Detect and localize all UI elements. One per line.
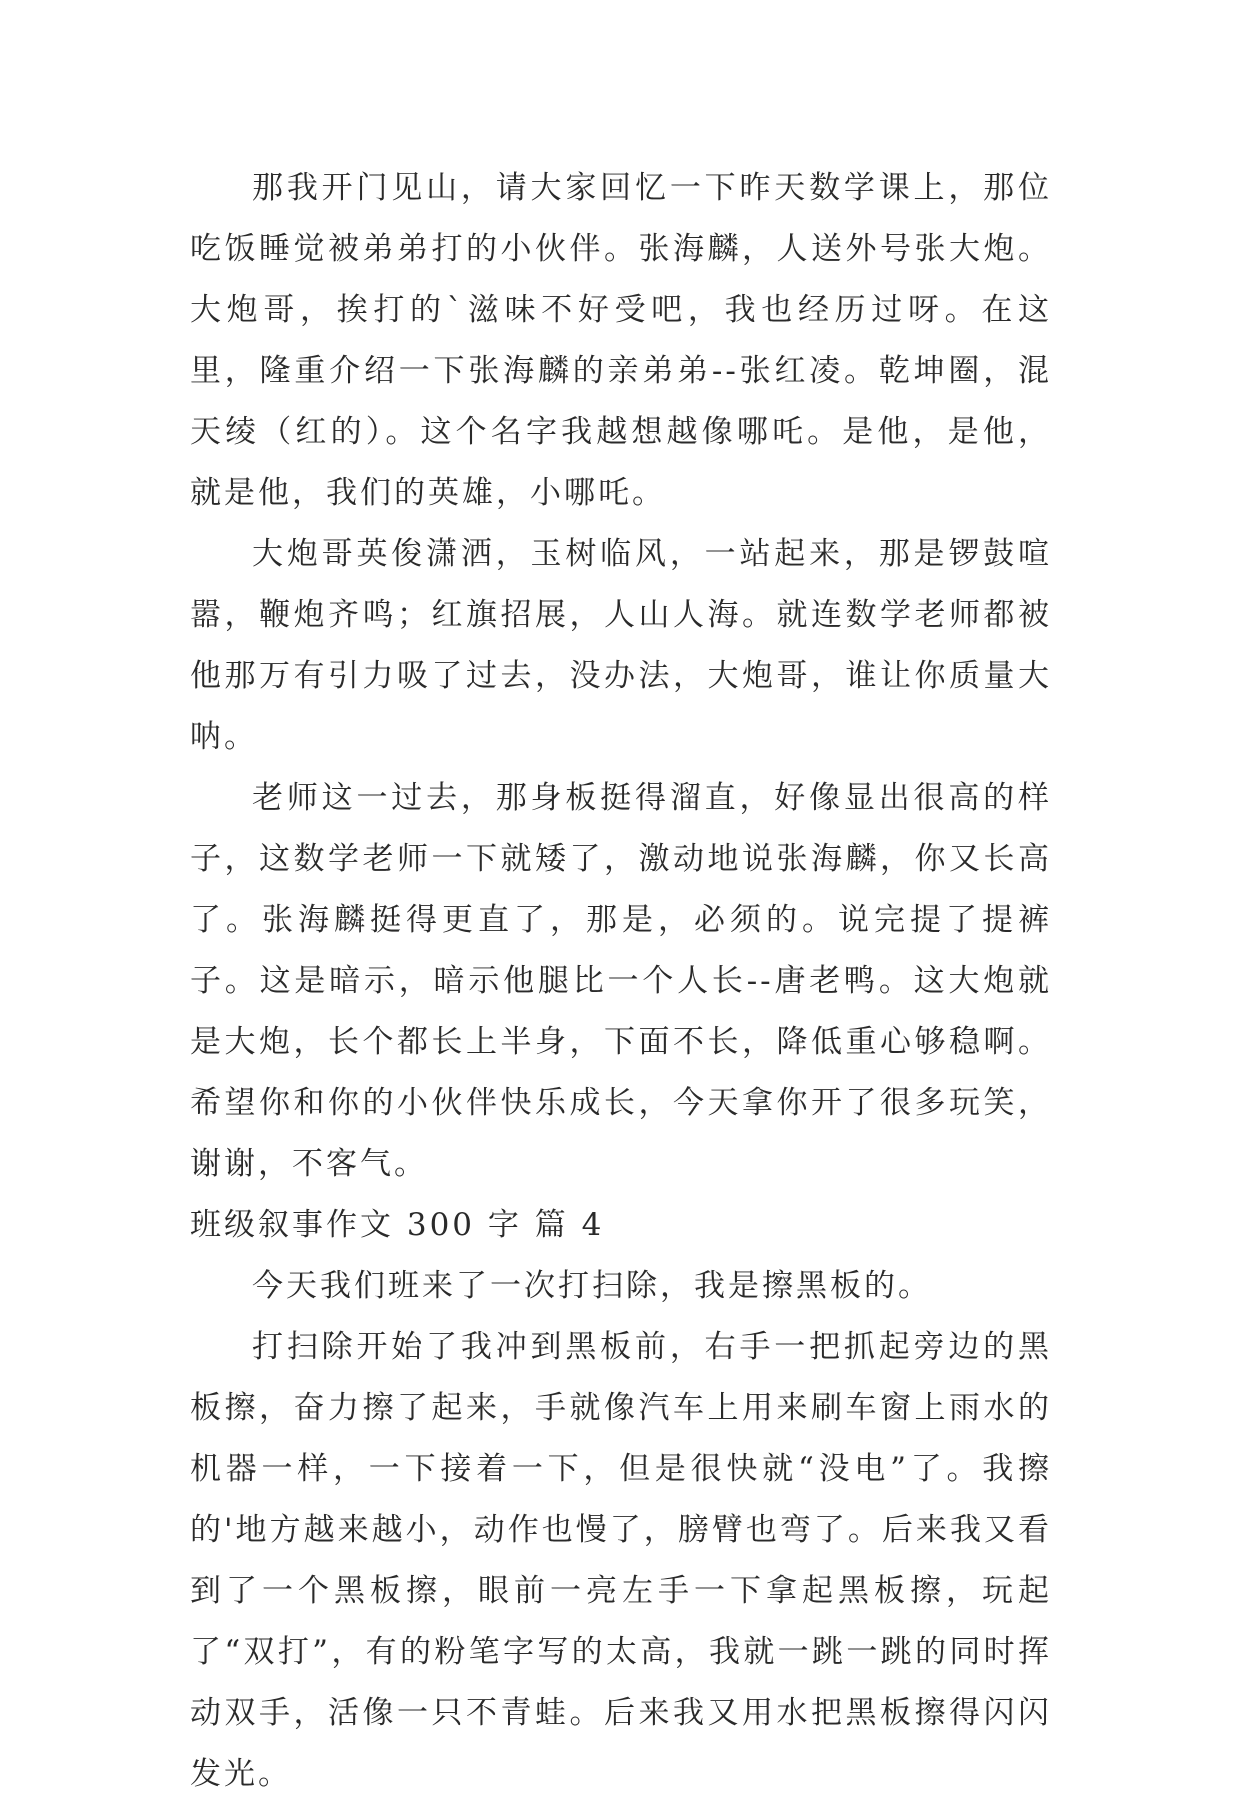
paragraph-intro: 那我开门见山，请大家回忆一下昨天数学课上，那位吃饭睡觉被弟弟打的小伙伴。张海麟，人送外号张大炮。大炮哥，挨打的`滋味不好受吧，我也经历过呀。在这里，隆重介绍一下张海麟的亲弟弟--张红凌。乾坤圈，混天绫（红的）。这个名字我越想越像哪吒。是他，是他，就是他，我们的英雄，小哪吒。 xyxy=(190,170,1052,511)
paragraph-teacher: 老师这一过去，那身板挺得溜直，好像显出很高的样子，这数学老师一下就矮了，激动地说张海麟，你又长高了。张海麟挺得更直了，那是，必须的。说完提了提裤子。这是暗示，暗示他腿比一个人长--唐老鸭。这大炮就是大炮，长个都长上半身，下面不长，降低重心够稳啊。希望你和你的小伙伴快乐成长，今天拿你开了很多玩笑，谢谢，不客气。 xyxy=(190,780,1052,1182)
paragraph-blackboard: 打扫除开始了我冲到黑板前，右手一把抓起旁边的黑板擦，奋力擦了起来，手就像汽车上用来刷车窗上雨水的机器一样，一下接着一下，但是很快就“没电”了。我擦的'地方越来越小，动作也慢了，膀臂也弯了。后来我又看到了一个黑板擦，眼前一亮左手一下拿起黑板擦，玩起了“双打”，有的粉笔字写的太高，我就一跳一跳的同时挥动双手，活像一只不青蛙。后来我又用水把黑板擦得闪闪发光。 xyxy=(190,1329,1052,1792)
paragraph-cleaning-intro: 今天我们班来了一次打扫除，我是擦黑板的。 xyxy=(252,1268,932,1304)
section-heading: 班级叙事作文 300 字 篇 4 xyxy=(190,1207,605,1243)
document-body xyxy=(190,158,1052,1805)
paragraph-cannon-brother: 大炮哥英俊潇洒，玉树临风，一站起来，那是锣鼓喧嚣，鞭炮齐鸣；红旗招展，人山人海。就连数学老师都被他那万有引力吸了过去，没办法，大炮哥，谁让你质量大呐。 xyxy=(190,536,1052,755)
